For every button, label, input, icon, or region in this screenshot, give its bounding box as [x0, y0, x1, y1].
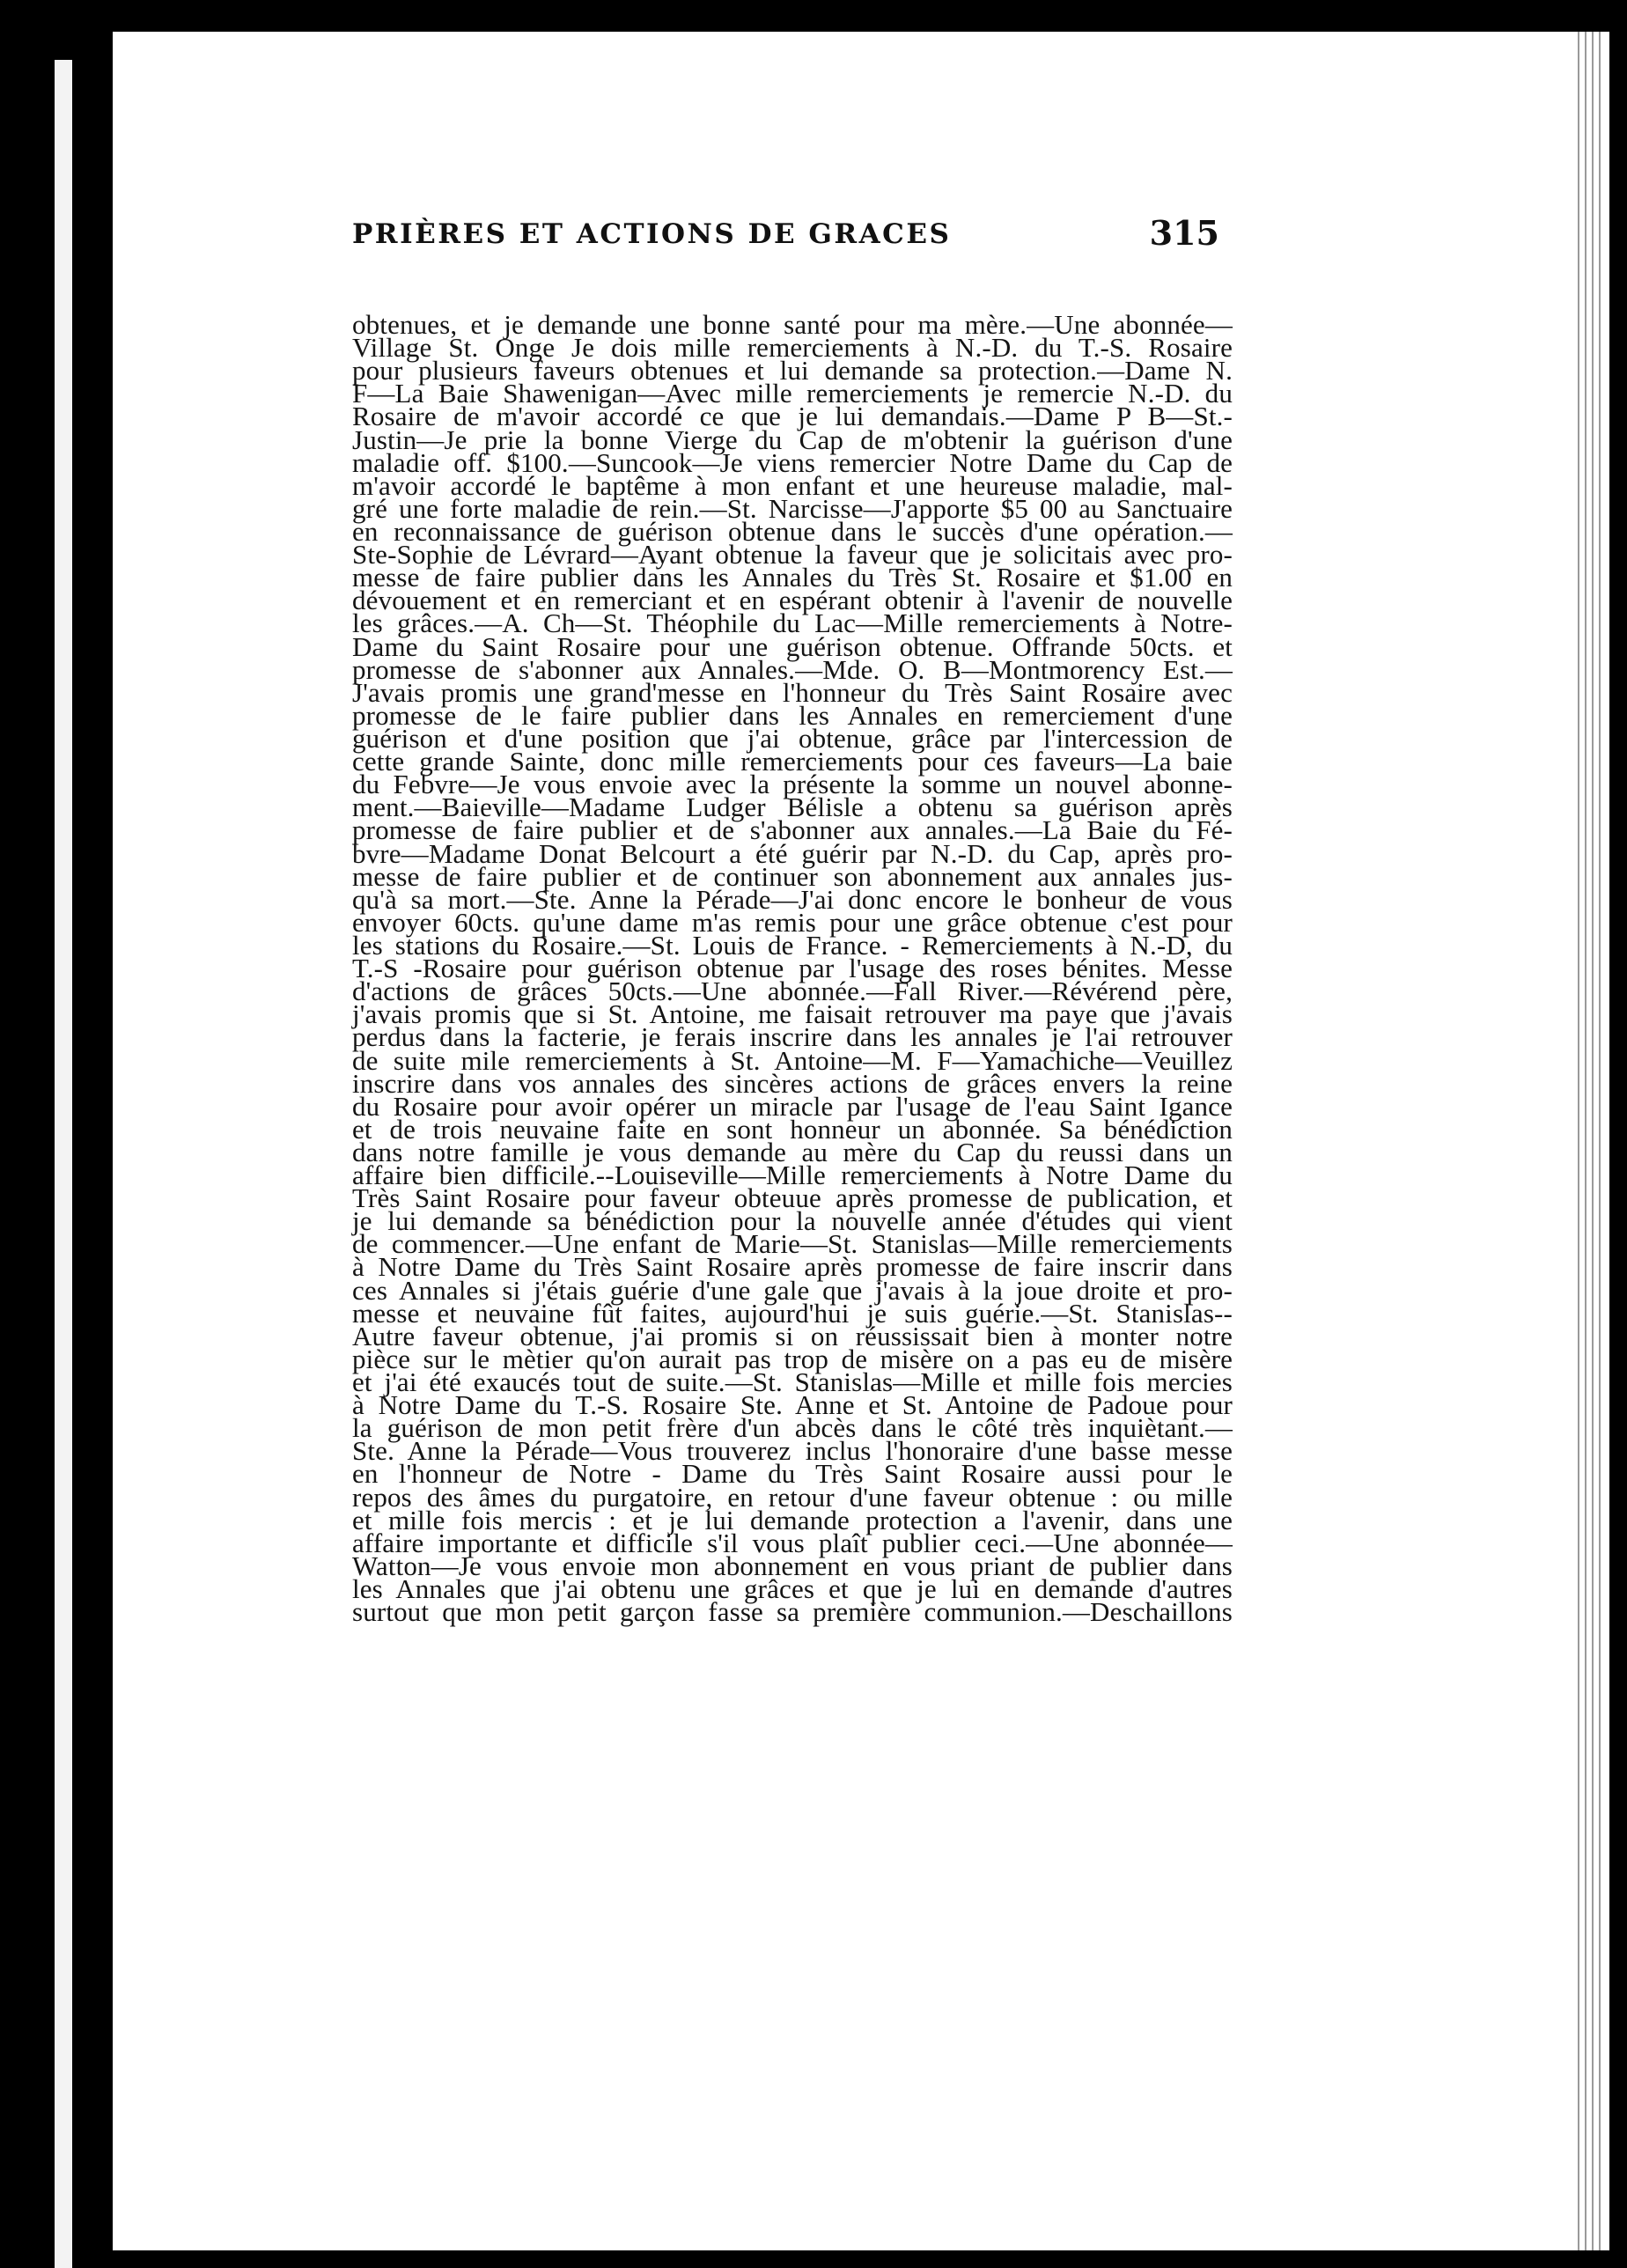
text-line: maladie off. $100.—Suncook—Je viens remercier Notre Dame du Cap de: [352, 446, 1233, 478]
text-line: et j'ai été exaucés tout de suite.—St. Stanislas—Mille et mille fois mercies: [352, 1366, 1233, 1398]
text-line: les stations du Rosaire.—St. Louis de France. - Remerciements à N.-D, du: [352, 929, 1233, 961]
text-line: affaire importante et difficile s'il vous plaît publier ceci.—Une abonnée—: [352, 1527, 1233, 1558]
text-line: messe de faire publier et de continuer son abonnement aux annales jus-: [352, 860, 1233, 892]
text-line: Justin—Je prie la bonne Vierge du Cap de m'obtenir la guérison d'une: [352, 423, 1233, 455]
text-line: ces Annales si j'étais guérie d'une gale que j'avais à la joue droite et pro-: [352, 1274, 1233, 1306]
text-line: à Notre Dame du T.-S. Rosaire Ste. Anne et St. Antoine de Padoue pour: [352, 1389, 1233, 1421]
text-line: guérison et d'une position que j'ai obtenue, grâce par l'intercession de: [352, 722, 1233, 754]
text-line: du Febvre—Je vous envoie avec la présente la somme un nouvel abonne-: [352, 769, 1233, 800]
text-line: Très Saint Rosaire pour faveur obteuue après promesse de publication, et: [352, 1182, 1233, 1214]
text-line: promesse de s'abonner aux Annales.—Mde. O. B—Montmorency Est.—: [352, 653, 1233, 685]
text-line: de commencer.—Une enfant de Marie—St. Stanislas—Mille remerciements: [352, 1228, 1233, 1260]
text-line: affaire bien difficile.--Louiseville—Mille remerciements à Notre Dame du: [352, 1160, 1233, 1191]
text-line: du Rosaire pour avoir opérer un miracle par l'usage de l'eau Saint Igance: [352, 1090, 1233, 1122]
page-edge-line: [1585, 32, 1587, 2250]
text-line: Dame du Saint Rosaire pour une guérison obtenue. Offrande 50cts. et: [352, 630, 1233, 662]
text-line: d'actions de grâces 50cts.—Une abonnée.—Fall River.—Révérend père,: [352, 976, 1233, 1007]
text-line: Rosaire de m'avoir accordé ce que je lui demandais.—Dame P B—St.-: [352, 401, 1233, 432]
text-line: pour plusieurs faveurs obtenues et lui demande sa protection.—Dame N.: [352, 355, 1233, 387]
text-line: de suite mile remerciements à St. Antoine—M. F—Yamachiche—Veuillez: [352, 1044, 1233, 1076]
text-line: inscrire dans vos annales des sincères actions de grâces envers la reine: [352, 1067, 1233, 1099]
facing-page-edge: [55, 60, 72, 2268]
text-line: et mille fois mercis : et je lui demande protection a l'avenir, dans une: [352, 1504, 1233, 1535]
page-edge-line: [1592, 32, 1594, 2250]
text-line: obtenues, et je demande une bonne santé pour ma mère.—Une abonnée—: [352, 309, 1233, 340]
page-header: [352, 213, 1219, 280]
text-line: en reconnaissance de guérison obtenue dans le succès d'une opération.—: [352, 515, 1233, 547]
text-line: à Notre Dame du Très Saint Rosaire après promesse de faire inscrir dans: [352, 1251, 1233, 1283]
text-line: envoyer 60cts. qu'une dame m'as remis pour une grâce obtenue c'est pour: [352, 906, 1233, 938]
text-line: m'avoir accordé le baptême à mon enfant et une heureuse maladie, mal-: [352, 469, 1233, 501]
text-line: Watton—Je vous envoie mon abonnement en vous priant de publier dans: [352, 1550, 1233, 1581]
text-line: Autre faveur obtenue, j'ai promis si on réussissait bien à monter notre: [352, 1320, 1233, 1351]
body-text: [352, 309, 1233, 1628]
text-line: les Annales que j'ai obtenu une grâces et que je lui en demande d'autres: [352, 1573, 1233, 1605]
text-line: J'avais promis une grand'messe en l'honneur du Très Saint Rosaire avec: [352, 676, 1233, 708]
text-line: promesse de faire publier et de s'abonner aux annales.—La Baie du Fé-: [352, 814, 1233, 846]
text-line: et de trois neuvaine faite en sont honneur un abonnée. Sa bénédiction: [352, 1113, 1233, 1145]
text-line: dans notre famille je vous demande au mère du Cap du reussi dans un: [352, 1136, 1233, 1167]
text-line: F—La Baie Shawenigan—Avec mille remerciements je remercie N.-D. du: [352, 378, 1233, 409]
page-edge-line: [1578, 32, 1579, 2250]
text-line: pièce sur le mètier qu'on aurait pas trop de misère on a pas eu de misère: [352, 1343, 1233, 1374]
text-line: Ste-Sophie de Lévrard—Ayant obtenue la faveur que je solicitais avec pro-: [352, 539, 1233, 571]
text-line: promesse de le faire publier dans les Annales en remerciement d'une: [352, 699, 1233, 731]
text-line: messe et neuvaine fût faites, aujourd'hui je suis guérie.—St. Stanislas--: [352, 1297, 1233, 1329]
text-line: messe de faire publier dans les Annales du Très St. Rosaire et $1.00 en: [352, 562, 1233, 593]
running-title: PRIÈRES ET ACTIONS DE GRACES: [352, 218, 952, 250]
text-line: je lui demande sa bénédiction pour la nouvelle année d'études qui vient: [352, 1205, 1233, 1237]
text-line: j'avais promis que si St. Antoine, me faisait retrouver ma paye que j'avais: [352, 998, 1233, 1030]
text-line: T.-S -Rosaire pour guérison obtenue par l'usage des roses bénites. Messe: [352, 953, 1233, 984]
page-edge-line: [1599, 32, 1601, 2250]
text-line: Ste. Anne la Pérade—Vous trouverez inclus l'honoraire d'une basse messe: [352, 1435, 1233, 1467]
text-line: Village St. Onge Je dois mille remerciements à N.-D. du T.-S. Rosaire: [352, 332, 1233, 364]
text-line: la guérison de mon petit frère d'un abcès dans le côté très inquiètant.—: [352, 1412, 1233, 1444]
text-line: perdus dans la facterie, je ferais inscrire dans les annales je l'ai retrouver: [352, 1021, 1233, 1053]
text-line: les grâces.—A. Ch—St. Théophile du Lac—Mille remerciements à Notre-: [352, 608, 1233, 639]
text-line: repos des âmes du purgatoire, en retour d'une faveur obtenue : ou mille: [352, 1481, 1233, 1513]
page-number: 315: [1149, 213, 1219, 253]
text-line: dévouement et en remerciant et en espérant obtenir à l'avenir de nouvelle: [352, 585, 1233, 616]
text-line: qu'à sa mort.—Ste. Anne la Pérade—J'ai donc encore le bonheur de vous: [352, 883, 1233, 915]
text-line: gré une forte maladie de rein.—St. Narcisse—J'apporte $5 00 au Sanctuaire: [352, 492, 1233, 524]
text-line: en l'honneur de Notre - Dame du Très Saint Rosaire aussi pour le: [352, 1458, 1233, 1490]
text-line: bvre—Madame Donat Belcourt a été guérir par N.-D. du Cap, après pro-: [352, 837, 1233, 869]
text-line: cette grande Sainte, donc mille remerciements pour ces faveurs—La baie: [352, 746, 1233, 777]
text-line: surtout que mon petit garçon fasse sa première communion.—Deschaillons: [352, 1596, 1233, 1628]
text-line: ment.—Baieville—Madame Ludger Bélisle a obtenu sa guérison après: [352, 792, 1233, 823]
